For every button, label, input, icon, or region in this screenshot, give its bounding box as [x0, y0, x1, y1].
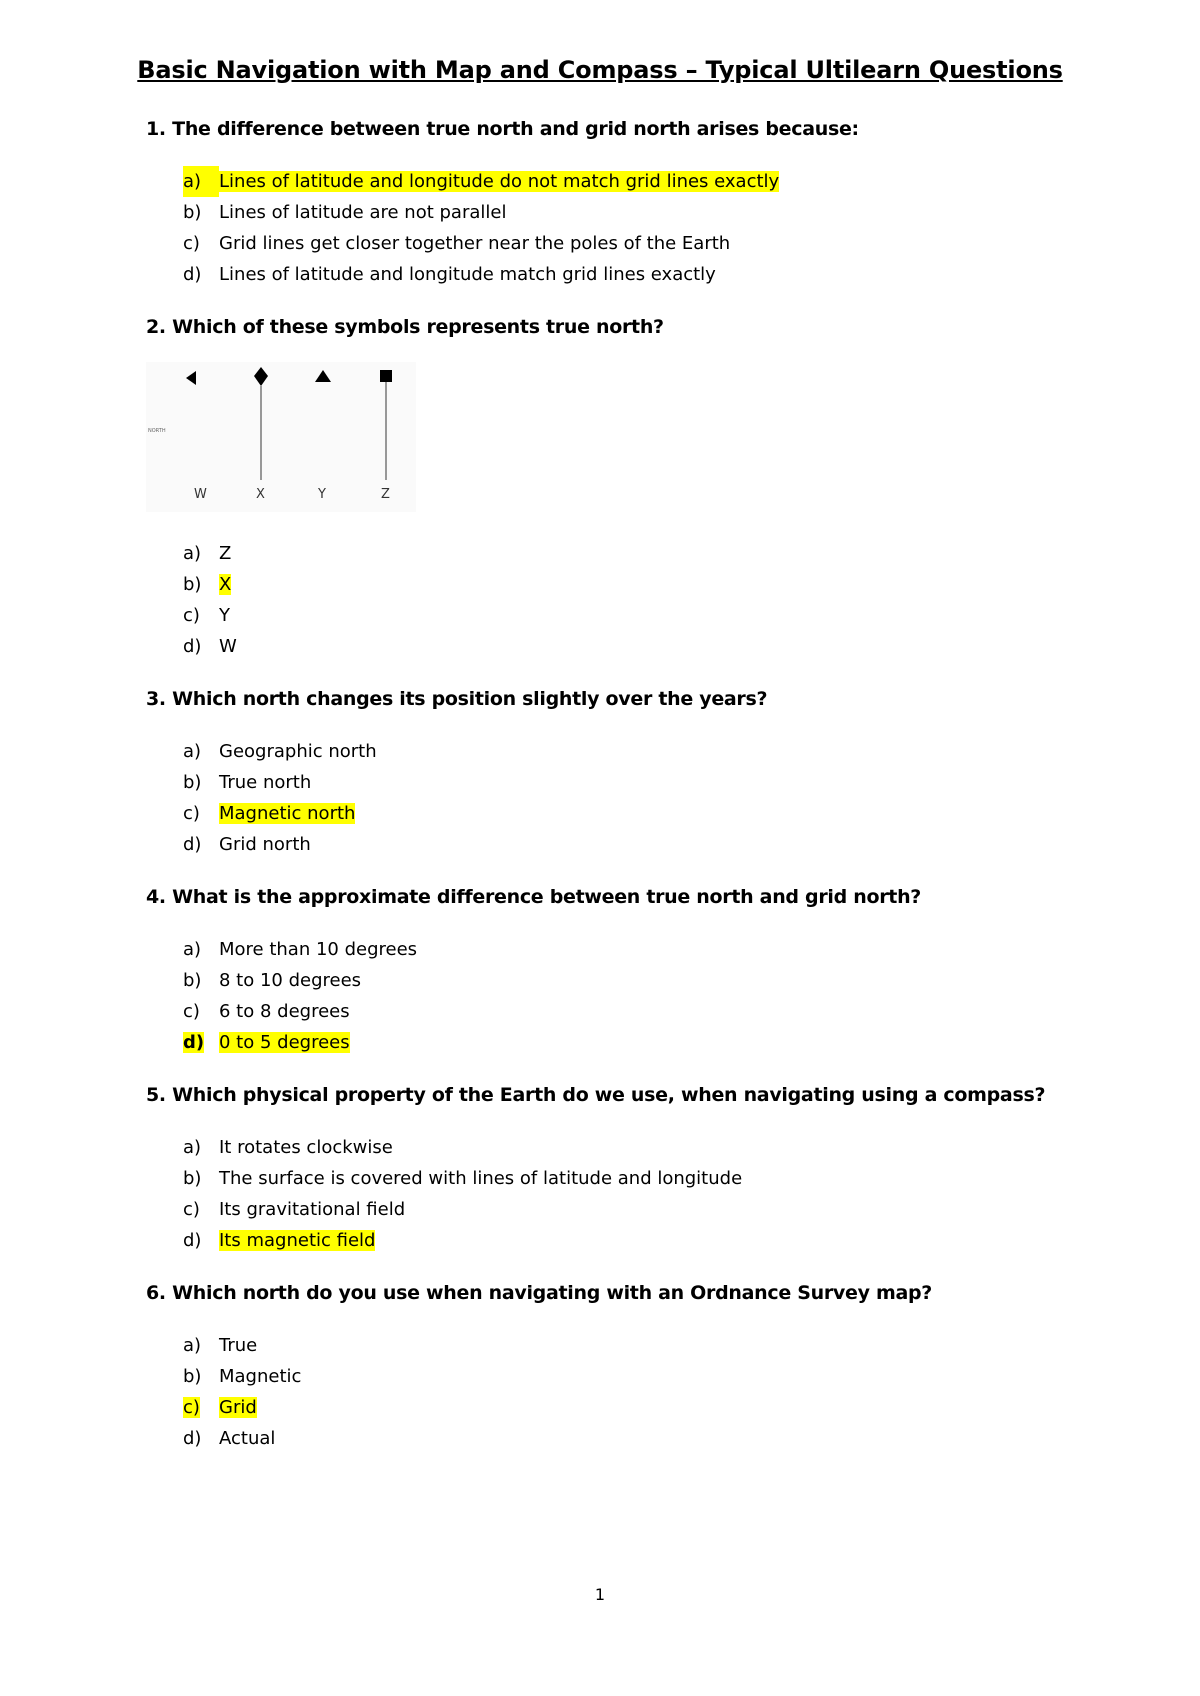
- option-text-highlighted: Its magnetic field: [219, 1230, 376, 1251]
- option-5b[interactable]: [183, 1163, 742, 1194]
- option-2b[interactable]: [183, 569, 237, 600]
- option-3b[interactable]: [183, 767, 377, 798]
- option-1a[interactable]: [183, 166, 779, 197]
- question-2: 2. Which of these symbols represents true north?: [146, 316, 664, 338]
- option-text: True: [219, 1335, 258, 1356]
- figure-small-text: NORTH: [148, 428, 166, 434]
- option-text: Magnetic: [219, 1366, 302, 1387]
- question-5-options: [183, 1132, 742, 1256]
- option-5d[interactable]: [183, 1225, 742, 1256]
- option-text: It rotates clockwise: [219, 1137, 393, 1158]
- option-label: d): [183, 636, 202, 657]
- option-label: b): [183, 1366, 202, 1387]
- option-1d[interactable]: [183, 259, 779, 290]
- option-label: c): [183, 1397, 200, 1418]
- option-text: True north: [219, 772, 312, 793]
- question-6-options: [183, 1330, 301, 1454]
- option-text: Grid north: [219, 834, 311, 855]
- option-6a[interactable]: [183, 1330, 301, 1361]
- option-text: Geographic north: [219, 741, 377, 762]
- page-number: 1: [594, 1585, 606, 1604]
- option-text: W: [219, 636, 237, 657]
- question-3-options: [183, 736, 377, 860]
- option-label: d): [183, 834, 202, 855]
- figure-label-w: W: [194, 487, 207, 502]
- option-text: Z: [219, 543, 232, 564]
- option-5c[interactable]: [183, 1194, 742, 1225]
- option-text-highlighted: Magnetic north: [219, 803, 356, 824]
- option-text: Y: [219, 605, 230, 626]
- option-text-highlighted: Lines of latitude and longitude do not match grid lines exactly: [219, 171, 780, 192]
- option-text: More than 10 degrees: [219, 939, 418, 960]
- option-label: c): [183, 605, 200, 626]
- option-1c[interactable]: [183, 228, 779, 259]
- option-2d[interactable]: [183, 631, 237, 662]
- option-3c[interactable]: [183, 798, 377, 829]
- question-2-options: [183, 538, 237, 662]
- option-label: b): [183, 970, 202, 991]
- north-symbols-svg: [146, 362, 416, 512]
- figure-label-z: Z: [381, 487, 390, 502]
- option-label: b): [183, 574, 202, 595]
- option-text: 8 to 10 degrees: [219, 970, 362, 991]
- option-label: a): [183, 1335, 202, 1356]
- option-label: d): [183, 264, 202, 285]
- option-6c[interactable]: [183, 1392, 301, 1423]
- option-label: d): [183, 1428, 202, 1449]
- option-6d[interactable]: [183, 1423, 301, 1454]
- option-text: Grid lines get closer together near the poles of the Earth: [219, 233, 731, 254]
- option-label: b): [183, 1168, 202, 1189]
- option-text: Lines of latitude and longitude match grid lines exactly: [219, 264, 716, 285]
- option-3d[interactable]: [183, 829, 377, 860]
- north-symbols-figure: [146, 362, 416, 512]
- option-label: a): [183, 741, 202, 762]
- page-title: Basic Navigation with Map and Compass – Typical Ultilearn Questions: [137, 56, 1063, 84]
- question-3: 3. Which north changes its position slightly over the years?: [146, 688, 768, 710]
- option-6b[interactable]: [183, 1361, 301, 1392]
- question-1: 1. The difference between true north and grid north arises because:: [146, 118, 859, 140]
- option-4c[interactable]: [183, 996, 417, 1027]
- option-label: c): [183, 803, 200, 824]
- option-text: Actual: [219, 1428, 276, 1449]
- symbol-w-half-arrow: [186, 371, 196, 385]
- option-4d[interactable]: [183, 1027, 417, 1058]
- figure-label-x: X: [256, 487, 265, 502]
- option-label: d): [183, 1230, 202, 1251]
- symbol-z-square: [380, 370, 392, 382]
- option-2c[interactable]: [183, 600, 237, 631]
- option-text: 6 to 8 degrees: [219, 1001, 350, 1022]
- question-4-options: [183, 934, 417, 1058]
- option-text: Lines of latitude are not parallel: [219, 202, 507, 223]
- option-5a[interactable]: [183, 1132, 742, 1163]
- option-label: a): [183, 543, 202, 564]
- question-4: 4. What is the approximate difference between true north and grid north?: [146, 886, 922, 908]
- option-label: b): [183, 202, 202, 223]
- question-1-options: [183, 166, 779, 290]
- figure-label-y: Y: [318, 487, 326, 502]
- option-text-highlighted: X: [219, 574, 232, 595]
- option-text-highlighted: Grid: [219, 1397, 257, 1418]
- option-text-highlighted: 0 to 5 degrees: [219, 1032, 350, 1053]
- option-label: b): [183, 772, 202, 793]
- option-4a[interactable]: [183, 934, 417, 965]
- symbol-x-diamond: [254, 367, 268, 386]
- question-6: 6. Which north do you use when navigating with an Ordnance Survey map?: [146, 1282, 933, 1304]
- option-label: c): [183, 1199, 200, 1220]
- option-4b[interactable]: [183, 965, 417, 996]
- option-label: a): [183, 1137, 202, 1158]
- option-text: The surface is covered with lines of latitude and longitude: [219, 1168, 743, 1189]
- symbol-y-triangle: [315, 370, 331, 382]
- option-label: a): [183, 939, 202, 960]
- option-label: c): [183, 233, 200, 254]
- option-3a[interactable]: [183, 736, 377, 767]
- question-5: 5. Which physical property of the Earth do we use, when navigating using a compass?: [146, 1084, 1046, 1106]
- option-label: a): [183, 166, 219, 197]
- option-label: c): [183, 1001, 200, 1022]
- option-1b[interactable]: [183, 197, 779, 228]
- option-2a[interactable]: [183, 538, 237, 569]
- option-text: Its gravitational field: [219, 1199, 406, 1220]
- option-label: d): [183, 1032, 205, 1053]
